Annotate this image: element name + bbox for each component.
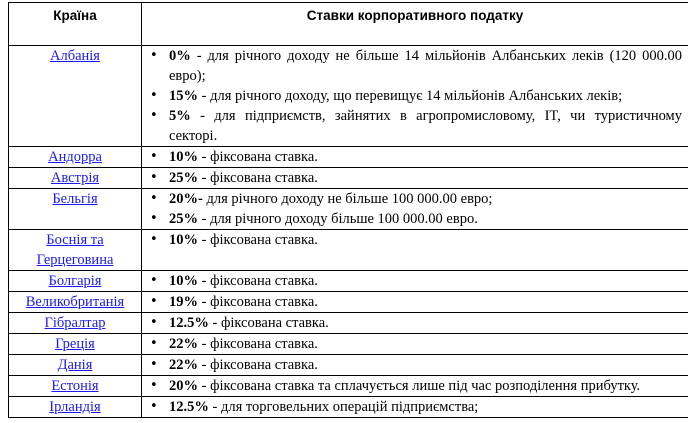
rates-list — [142, 334, 688, 354]
table-row — [9, 230, 688, 271]
rate-value: 20%- — [169, 191, 203, 207]
rate-description: - фіксована ставка та сплачується лише під час розподілення прибутку. — [198, 378, 641, 394]
country-cell — [9, 46, 142, 147]
rate-item — [142, 292, 688, 312]
rate-item — [142, 46, 688, 86]
rate-description: - для торговельних операцій підприємства; — [208, 399, 479, 415]
rates-cell — [142, 334, 688, 355]
column-header-rates: Ставки корпоративного податку — [142, 3, 688, 46]
country-link[interactable]: Боснія та Герцеговина — [36, 232, 114, 268]
rate-value: 5% — [169, 108, 191, 124]
rate-item — [142, 355, 688, 375]
country-cell — [9, 355, 142, 376]
rates-cell — [142, 189, 688, 230]
rate-item — [142, 334, 688, 354]
rate-value: 25% — [169, 211, 198, 227]
table-row — [9, 313, 688, 334]
country-cell — [9, 334, 142, 355]
country-cell — [9, 230, 142, 271]
rate-item — [142, 230, 688, 250]
rate-item — [142, 209, 688, 229]
country-cell — [9, 313, 142, 334]
table-row — [9, 397, 688, 418]
rates-list — [142, 376, 688, 396]
rate-item — [142, 106, 688, 146]
country-cell — [9, 376, 142, 397]
rates-cell — [142, 46, 688, 147]
rates-cell — [142, 397, 688, 418]
rate-description: - фіксована ставка. — [198, 170, 318, 186]
rate-value: 25% — [169, 170, 198, 186]
rates-cell — [142, 376, 688, 397]
rate-value: 20% — [169, 378, 198, 394]
table-row — [9, 334, 688, 355]
table-row — [9, 355, 688, 376]
rates-cell — [142, 168, 688, 189]
rate-item — [142, 189, 688, 209]
rate-value: 22% — [169, 336, 198, 352]
rates-list — [142, 147, 688, 167]
rates-list — [142, 355, 688, 375]
table-row — [9, 46, 688, 147]
rate-item — [142, 86, 688, 106]
rates-list — [142, 46, 688, 146]
rate-item — [142, 397, 688, 417]
corporate-tax-table — [8, 2, 688, 418]
table-row — [9, 292, 688, 313]
rate-item — [142, 271, 688, 291]
country-link[interactable]: Гібралтар — [44, 315, 106, 331]
rate-value: 15% — [169, 88, 198, 104]
country-cell — [9, 397, 142, 418]
rates-cell — [142, 313, 688, 334]
rate-value: 19% — [169, 294, 198, 310]
rate-value: 10% — [169, 149, 198, 165]
rate-value: 12.5% — [169, 399, 209, 415]
rate-description: - для річного доходу більше 100 000.00 евро. — [198, 211, 478, 227]
table-row — [9, 376, 688, 397]
rate-item — [142, 147, 688, 167]
country-link[interactable]: Австрія — [50, 170, 100, 186]
rates-cell — [142, 147, 688, 168]
rate-value: 0% — [169, 48, 191, 64]
table-body — [9, 46, 688, 418]
country-link[interactable]: Албанія — [50, 48, 100, 64]
table-row — [9, 271, 688, 292]
rate-item — [142, 313, 688, 333]
country-link[interactable]: Великобританія — [25, 294, 125, 310]
rates-cell — [142, 230, 688, 271]
country-cell — [9, 168, 142, 189]
rate-value: 10% — [169, 232, 198, 248]
rate-description: - фіксована ставка. — [198, 336, 318, 352]
rates-list — [142, 168, 688, 188]
country-cell — [9, 189, 142, 230]
table-row — [9, 189, 688, 230]
rate-item — [142, 376, 688, 396]
country-link[interactable]: Греція — [55, 336, 95, 352]
rate-description: для річного доходу не більше 100 000.00 евро; — [202, 191, 493, 207]
rate-item — [142, 168, 688, 188]
rate-description: - фіксована ставка. — [198, 357, 318, 373]
rate-value: 12.5% — [169, 315, 209, 331]
country-link[interactable]: Болгарія — [48, 273, 102, 289]
rates-list — [142, 230, 688, 250]
column-header-country: Країна — [9, 3, 142, 46]
table-header-row — [9, 3, 688, 46]
country-link[interactable]: Андорра — [48, 149, 102, 165]
rate-description: - фіксована ставка. — [198, 273, 318, 289]
rates-list — [142, 397, 688, 417]
rates-list — [142, 189, 688, 229]
rate-description: - для річного доходу не більше 14 мільйонів Албанських леків (120 000.00 евро); — [169, 48, 682, 84]
rate-description: - фіксована ставка. — [198, 232, 318, 248]
country-cell — [9, 271, 142, 292]
rate-description: - для підприємств, зайнятих в агропромисловому, IT, чи туристичному секторі. — [169, 108, 682, 144]
country-link[interactable]: Данія — [57, 357, 93, 373]
country-cell — [9, 292, 142, 313]
table-row — [9, 168, 688, 189]
rates-list — [142, 313, 688, 333]
rate-description: - фіксована ставка. — [198, 294, 318, 310]
rates-cell — [142, 355, 688, 376]
rates-cell — [142, 292, 688, 313]
country-link[interactable]: Ірландія — [49, 399, 101, 415]
rate-value: 10% — [169, 273, 198, 289]
table-row — [9, 147, 688, 168]
country-link[interactable]: Бельгія — [52, 191, 98, 207]
rates-cell — [142, 271, 688, 292]
rate-description: - для річного доходу, що перевищує 14 мільйонів Албанських леків; — [198, 88, 623, 104]
country-cell — [9, 147, 142, 168]
rate-value: 22% — [169, 357, 198, 373]
rate-description: - фіксована ставка. — [208, 315, 329, 331]
rate-description: - фіксована ставка. — [198, 149, 318, 165]
rates-list — [142, 271, 688, 291]
country-link[interactable]: Естонія — [51, 378, 99, 394]
rates-list — [142, 292, 688, 312]
